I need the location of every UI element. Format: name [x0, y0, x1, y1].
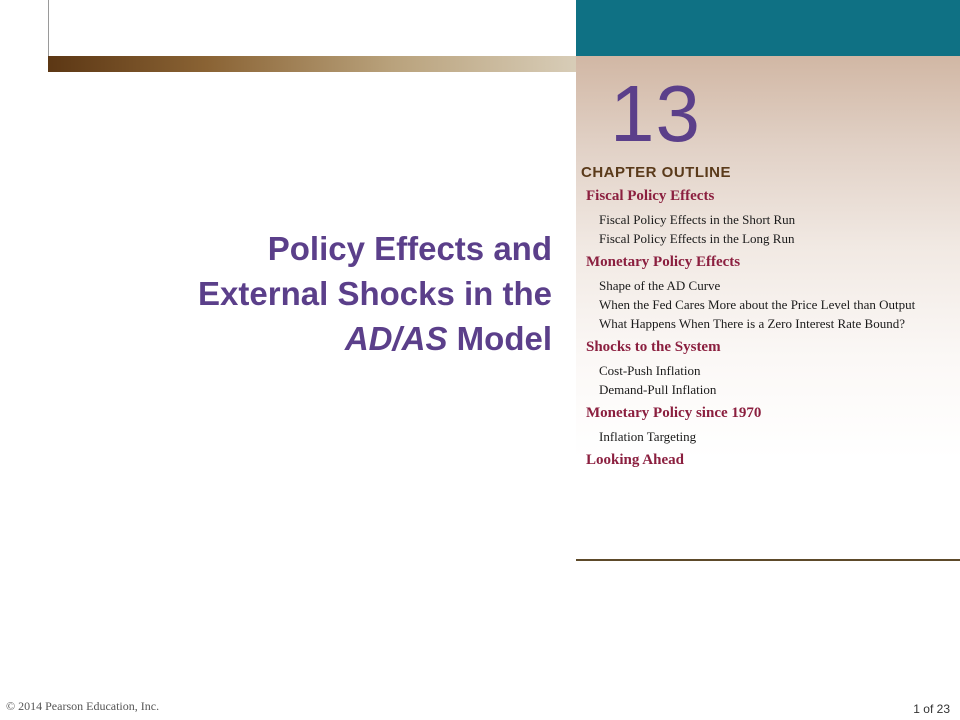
slide-title-line: Policy Effects and: [267, 230, 552, 267]
outline-section-heading: Monetary Policy since 1970: [586, 405, 762, 421]
outline-subitem: Cost-Push Inflation: [599, 363, 701, 378]
outline-section: [586, 450, 946, 470]
slide-title: [92, 226, 552, 361]
outline-section: [586, 403, 946, 446]
outline-section: [586, 186, 946, 248]
panel-bottom-rule: [576, 559, 960, 561]
chapter-outline-heading: CHAPTER OUTLINE: [581, 164, 731, 181]
outline-subitem: What Happens When There is a Zero Interest Rate Bound?: [599, 316, 905, 331]
slide-title-rest: Model: [447, 320, 552, 357]
chapter-outline-list: [586, 186, 946, 474]
outline-section-heading: Looking Ahead: [586, 452, 684, 468]
slide-title-italic: AD/AS: [344, 320, 448, 357]
outline-section: [586, 337, 946, 399]
page-counter: 1 of 23: [913, 702, 950, 716]
outline-subitem: Demand-Pull Inflation: [599, 382, 717, 397]
header-gradient-bar: [48, 56, 578, 72]
outline-subitem: Shape of the AD Curve: [599, 278, 721, 293]
outline-section-heading: Fiscal Policy Effects: [586, 188, 715, 204]
slide-title-line: [92, 316, 552, 361]
outline-subitem: When the Fed Cares More about the Price Level than Output: [599, 297, 916, 312]
left-rule: [48, 0, 49, 56]
outline-section: [586, 252, 946, 333]
outline-subitem: Inflation Targeting: [599, 429, 697, 444]
slide-title-line: External Shocks in the: [198, 275, 552, 312]
copyright-text: © 2014 Pearson Education, Inc.: [6, 699, 160, 713]
outline-section-heading: Monetary Policy Effects: [586, 254, 741, 270]
outline-section-heading: Shocks to the System: [586, 339, 721, 355]
outline-subitem: Fiscal Policy Effects in the Short Run: [599, 212, 796, 227]
header-teal-block: [576, 0, 960, 56]
outline-subitem: Fiscal Policy Effects in the Long Run: [599, 231, 795, 246]
chapter-number: 13: [610, 69, 701, 158]
